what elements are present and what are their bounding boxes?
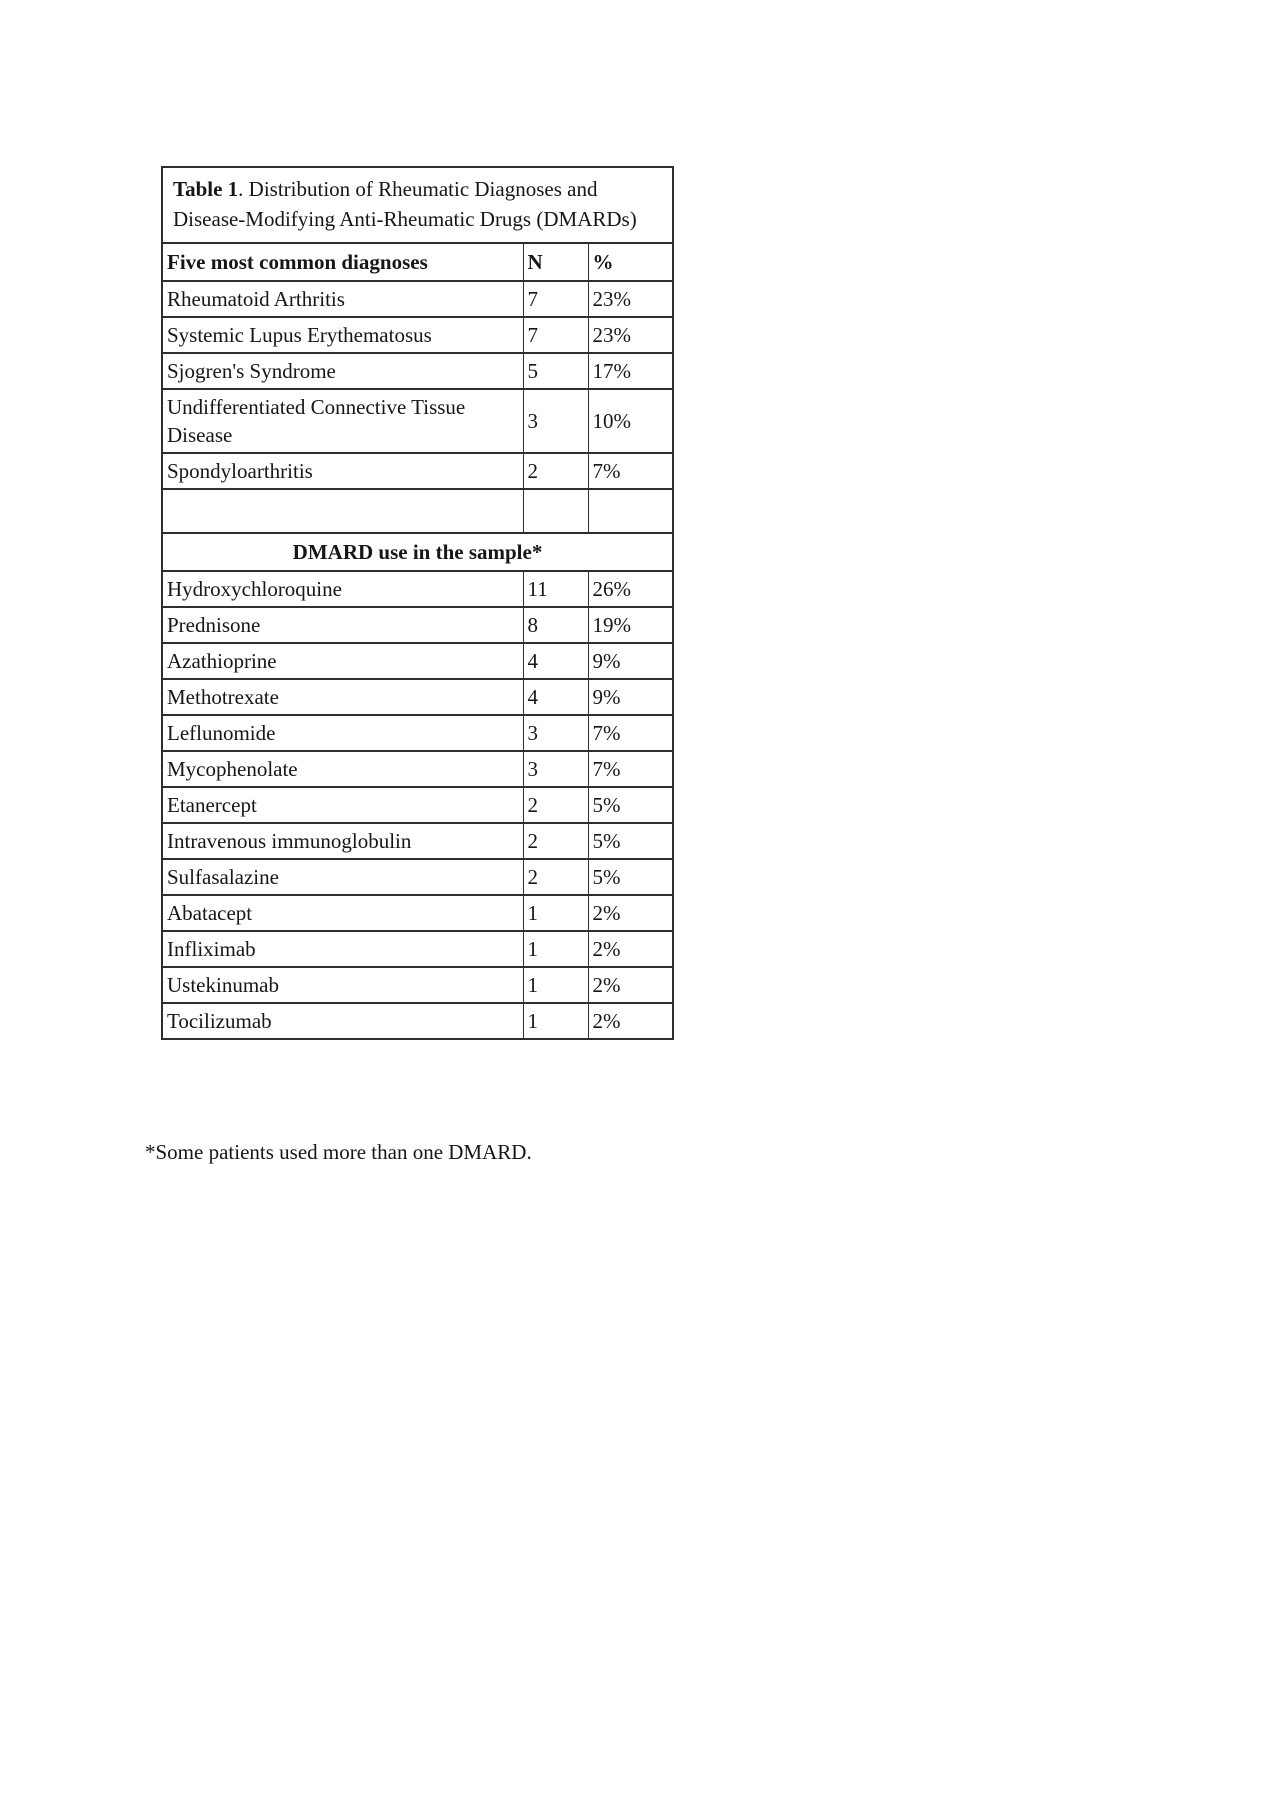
dmard-percent: 26% bbox=[588, 571, 673, 607]
table-title-row bbox=[162, 167, 673, 243]
diagnosis-n: 3 bbox=[523, 389, 588, 453]
dmard-name: Abatacept bbox=[162, 895, 523, 931]
empty-cell bbox=[588, 489, 673, 533]
diagnosis-percent: 23% bbox=[588, 317, 673, 353]
dmard-name: Prednisone bbox=[162, 607, 523, 643]
dmard-percent: 19% bbox=[588, 607, 673, 643]
dmard-section-header-row bbox=[162, 533, 673, 571]
dmard-percent: 7% bbox=[588, 715, 673, 751]
column-header-percent: % bbox=[588, 243, 673, 281]
dmard-name: Hydroxychloroquine bbox=[162, 571, 523, 607]
dmard-row bbox=[162, 571, 673, 607]
dmard-row bbox=[162, 1003, 673, 1039]
table-title-section bbox=[162, 167, 673, 281]
dmard-row bbox=[162, 823, 673, 859]
dmard-n: 1 bbox=[523, 895, 588, 931]
diagnosis-name: Systemic Lupus Erythematosus bbox=[162, 317, 523, 353]
dmard-percent: 9% bbox=[588, 643, 673, 679]
dmard-row bbox=[162, 895, 673, 931]
table-footnote: *Some patients used more than one DMARD. bbox=[145, 1140, 532, 1164]
dmard-row bbox=[162, 715, 673, 751]
dmard-n: 4 bbox=[523, 643, 588, 679]
dmard-name: Mycophenolate bbox=[162, 751, 523, 787]
column-header-n: N bbox=[523, 243, 588, 281]
dmard-percent: 7% bbox=[588, 751, 673, 787]
dmard-percent: 2% bbox=[588, 967, 673, 1003]
dmard-percent: 5% bbox=[588, 859, 673, 895]
empty-spacer-row bbox=[162, 489, 673, 533]
column-header-diagnoses: Five most common diagnoses bbox=[162, 243, 523, 281]
dmard-n: 2 bbox=[523, 787, 588, 823]
dmard-name: Etanercept bbox=[162, 787, 523, 823]
table-title-cell bbox=[162, 167, 673, 243]
dmard-row bbox=[162, 643, 673, 679]
dmard-n: 1 bbox=[523, 1003, 588, 1039]
dmard-name: Ustekinumab bbox=[162, 967, 523, 1003]
dmard-percent: 2% bbox=[588, 895, 673, 931]
diagnosis-row bbox=[162, 317, 673, 353]
diagnosis-row bbox=[162, 281, 673, 317]
dmard-n: 8 bbox=[523, 607, 588, 643]
table-title-text: . Distribution of Rheumatic Diagnoses and Disease-Modifying Anti-Rheumatic Drugs (DMARDs) bbox=[173, 177, 637, 231]
dmard-name: Sulfasalazine bbox=[162, 859, 523, 895]
dmard-section-header: DMARD use in the sample* bbox=[162, 533, 673, 571]
diagnosis-n: 2 bbox=[523, 453, 588, 489]
diagnosis-n: 7 bbox=[523, 281, 588, 317]
diagnoses-rows bbox=[162, 281, 673, 489]
dmard-percent: 2% bbox=[588, 1003, 673, 1039]
dmard-n: 3 bbox=[523, 751, 588, 787]
dmard-row bbox=[162, 967, 673, 1003]
dmard-n: 11 bbox=[523, 571, 588, 607]
dmard-rows bbox=[162, 571, 673, 1039]
diagnosis-name: Spondyloarthritis bbox=[162, 453, 523, 489]
diagnosis-percent: 23% bbox=[588, 281, 673, 317]
diagnosis-row bbox=[162, 453, 673, 489]
dmard-n: 1 bbox=[523, 967, 588, 1003]
empty-cell bbox=[523, 489, 588, 533]
dmard-row bbox=[162, 679, 673, 715]
dmard-percent: 5% bbox=[588, 787, 673, 823]
diagnosis-n: 7 bbox=[523, 317, 588, 353]
diagnosis-percent: 10% bbox=[588, 389, 673, 453]
dmard-n: 2 bbox=[523, 823, 588, 859]
table-title-label: Table 1 bbox=[173, 177, 239, 201]
dmard-name: Tocilizumab bbox=[162, 1003, 523, 1039]
dmard-row bbox=[162, 607, 673, 643]
dmard-row bbox=[162, 787, 673, 823]
diagnosis-row bbox=[162, 353, 673, 389]
dmard-row bbox=[162, 931, 673, 967]
dmard-percent: 5% bbox=[588, 823, 673, 859]
diagnosis-n: 5 bbox=[523, 353, 588, 389]
diagnosis-row bbox=[162, 389, 673, 453]
dmard-percent: 2% bbox=[588, 931, 673, 967]
diagnosis-percent: 17% bbox=[588, 353, 673, 389]
dmard-row bbox=[162, 859, 673, 895]
dmard-percent: 9% bbox=[588, 679, 673, 715]
diagnosis-percent: 7% bbox=[588, 453, 673, 489]
dmard-name: Azathioprine bbox=[162, 643, 523, 679]
dmard-name: Leflunomide bbox=[162, 715, 523, 751]
table-1 bbox=[161, 166, 672, 1040]
empty-cell bbox=[162, 489, 523, 533]
spacer-section bbox=[162, 489, 673, 571]
dmard-name: Methotrexate bbox=[162, 679, 523, 715]
rheumatic-diagnoses-dmards-table bbox=[161, 166, 674, 1040]
diagnosis-name: Undifferentiated Connective Tissue Disease bbox=[162, 389, 523, 453]
dmard-name: Intravenous immunoglobulin bbox=[162, 823, 523, 859]
dmard-n: 4 bbox=[523, 679, 588, 715]
dmard-n: 1 bbox=[523, 931, 588, 967]
dmard-n: 2 bbox=[523, 859, 588, 895]
dmard-row bbox=[162, 751, 673, 787]
diagnosis-name: Sjogren's Syndrome bbox=[162, 353, 523, 389]
diagnosis-name: Rheumatoid Arthritis bbox=[162, 281, 523, 317]
table-header-row bbox=[162, 243, 673, 281]
dmard-n: 3 bbox=[523, 715, 588, 751]
dmard-name: Infliximab bbox=[162, 931, 523, 967]
